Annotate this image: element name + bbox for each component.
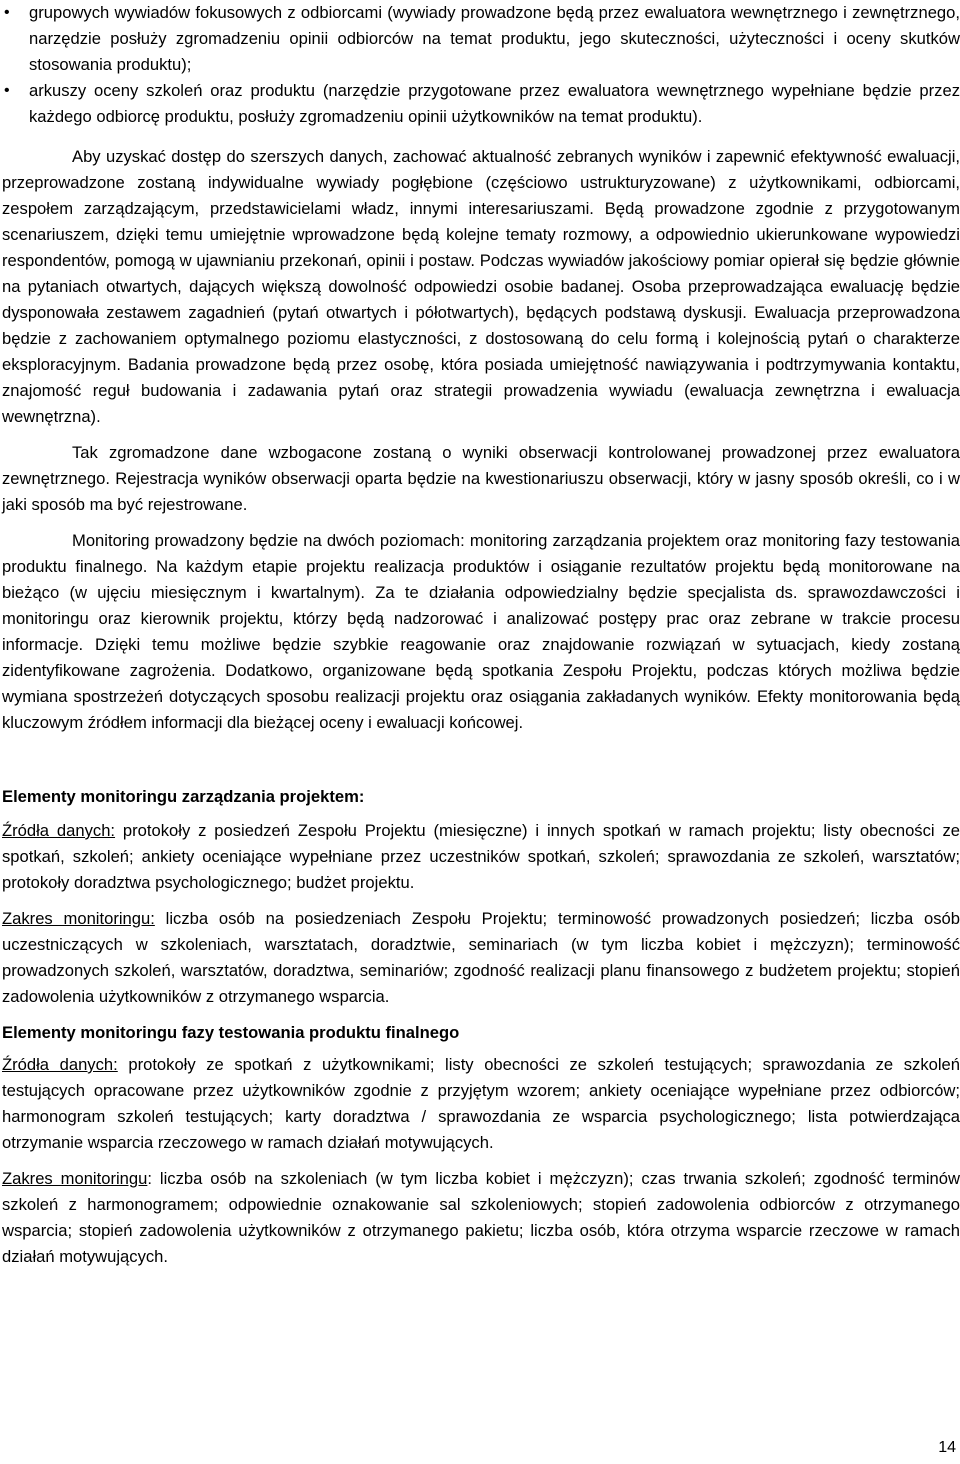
bullet-list xyxy=(2,0,960,130)
data-sources-label: Źródła danych: xyxy=(2,1055,118,1074)
monitoring-scope-block xyxy=(2,906,960,1010)
bullet-item xyxy=(2,78,960,130)
page-number: 14 xyxy=(938,1439,956,1456)
data-sources-text: protokoły z posiedzeń Zespołu Projektu (miesięczne) i innych spotkań w ramach projektu; listy obecności ze spotkań, szkoleń; ankiety oceniające wypełniane przez uczestników spotkań, szkoleń; sprawozdania ze szkoleń, warsztatów; protokoły doradztwa psychologicznego; budżet projektu. xyxy=(2,821,960,892)
bullet-text: arkuszy oceny szkoleń oraz produktu (narzędzie przygotowane przez ewaluatora wewnętrznego wypełniane będzie przez każdego odbiorcę produktu, posłuży zgromadzeniu opinii użytkowników na temat produktu). xyxy=(29,81,960,126)
page-content xyxy=(2,0,960,1280)
monitoring-scope-label: Zakres monitoringu xyxy=(2,1169,148,1188)
paragraph-monitoring: Monitoring prowadzony będzie na dwóch poziomach: monitoring zarządzania projektem oraz monitoring fazy testowania produktu finalnego. Na każdym etapie projektu realizacja produktów i osiąganie rezultatów projektu będą monitorowane na bieżąco (w ujęciu miesięcznym i kwartalnym). Za te działania odpowiedzialny będzie specjalista ds. sprawozdawczości i monitoringu oraz kierownik projektu, którzy będą nadzorować i analizować postępy prac oraz zebrane w trakcie procesu informacje. Dzięki temu możliwe będzie szybkie reagowanie oraz znajdowanie rozwiązań w sytuacjach, kiedy zostaną zidentyfikowane zagrożenia. Dodatkowo, organizowane będą spotkania Zespołu Projektu, podczas których możliwa będzie wymiana spostrzeżeń dotyczących sposobu realizacji projektu oraz osiągania zakładanych wyników. Efekty monitorowania będą kluczowym źródłem informacji dla bieżącej oceny i ewaluacji końcowej. xyxy=(2,531,960,732)
monitoring-scope-text: liczba osób na posiedzeniach Zespołu Projektu; terminowość prowadzonych posiedzeń; liczba osób uczestniczących w szkoleniach, warsztatach, doradztwie, seminariach (w tym liczba kobiet i mężczyzn); terminowość prowadzonych szkoleń, warsztatów, doradztwa, seminariów; zgodność realizacji planu finansowego z budżetem projektu; stopień zadowolenia użytkowników z otrzymanego wsparcia. xyxy=(2,909,960,1006)
data-sources-label: Źródła danych: xyxy=(2,821,116,840)
bullet-text: grupowych wywiadów fokusowych z odbiorcami (wywiady prowadzone będą przez ewaluatora wewnętrznego i zewnętrznego, narzędzie posłuży zgromadzeniu opinii odbiorców na temat produktu, jego skuteczności, użyteczności i oceny skutków stosowania produktu); xyxy=(29,3,960,74)
bullet-icon: • xyxy=(4,82,10,99)
paragraph-observation: Tak zgromadzone dane wzbogacone zostaną o wyniki obserwacji kontrolowanej prowadzonej przez ewaluatora zewnętrznego. Rejestracja wyników obserwacji oparta będzie na kwestionariuszu obserwacji, który w jasny sposób określi, co i w jaki sposób ma być rejestrowane. xyxy=(2,443,960,514)
section-heading-project-management: Elementy monitoringu zarządzania projektem: xyxy=(2,787,365,806)
monitoring-scope-text: : liczba osób na szkoleniach (w tym liczba kobiet i mężczyzn); czas trwania szkoleń; zgodność terminów szkoleń z harmonogramem; odpowiednie oznakowanie sal szkoleniowych; stopień zadowolenia odbiorców z otrzymanego wsparcia; stopień zadowolenia użytkowników z otrzymanego pakietu; liczba osób, która otrzyma wsparcie rzeczowe w ramach działań motywujących. xyxy=(2,1169,960,1266)
data-sources-text: protokoły ze spotkań z użytkownikami; listy obecności ze szkoleń testujących; sprawozdania ze szkoleń testujących opracowane przez użytkowników zgodnie z przyjętym wzorem; ankiety oceniające wypełniane przez odbiorców; harmonogram szkoleń testujących; karty doradztwa / sprawozdania ze wsparcia psychologicznego; lista potwierdzająca otrzymanie wsparcia rzeczowego w ramach działań motywujących. xyxy=(2,1055,960,1152)
bullet-icon: • xyxy=(4,4,10,21)
paragraph-interviews: Aby uzyskać dostęp do szerszych danych, zachować aktualność zebranych wyników i zapewnić efektywność ewaluacji, przeprowadzone zostaną indywidualne wywiady pogłębione (częściowo ustrukturyzowane) z użytkownikami, odbiorcami, zespołem zarządzającym, przedstawicielami władz, innymi interesariuszami. Będą prowadzone zgodnie z przygotowanym scenariuszem, dzięki temu umiejętnie wprowadzone będą kolejne tematy rozmowy, a odpowiednio ukierunkowane wypowiedzi respondentów, pomogą w ujawnianiu przekonań, opinii i postaw. Podczas wywiadów jakościowy pomiar opierał się będzie głównie na pytaniach otwartych, dających większą dowolność odpowiedzi osobie badanej. Osoba przeprowadzająca ewaluację będzie dysponowała zestawem zagadnień (pytań otwartych i półotwartych), będących podstawą dyskusji. Ewaluacja przeprowadzona będzie z zachowaniem optymalnego poziomu elastyczności, z dostosowaną do celu formą i kolejnością pytań o charakterze eksploracyjnym. Badania prowadzone będą przez osobę, która posiada umiejętność nawiązywania i podtrzymywania kontaktu, znajomość reguł budowania i zadawania pytań oraz strategii prowadzenia wywiadu (ewaluacja zewnętrzna i ewaluacja wewnętrzna). xyxy=(2,147,960,426)
bullet-item xyxy=(2,0,960,78)
monitoring-scope-label: Zakres monitoringu: xyxy=(2,909,155,928)
data-sources-block xyxy=(2,818,960,896)
data-sources-block xyxy=(2,1052,960,1156)
section-heading-testing-phase: Elementy monitoringu fazy testowania produktu finalnego xyxy=(2,1023,460,1042)
monitoring-scope-block xyxy=(2,1166,960,1270)
